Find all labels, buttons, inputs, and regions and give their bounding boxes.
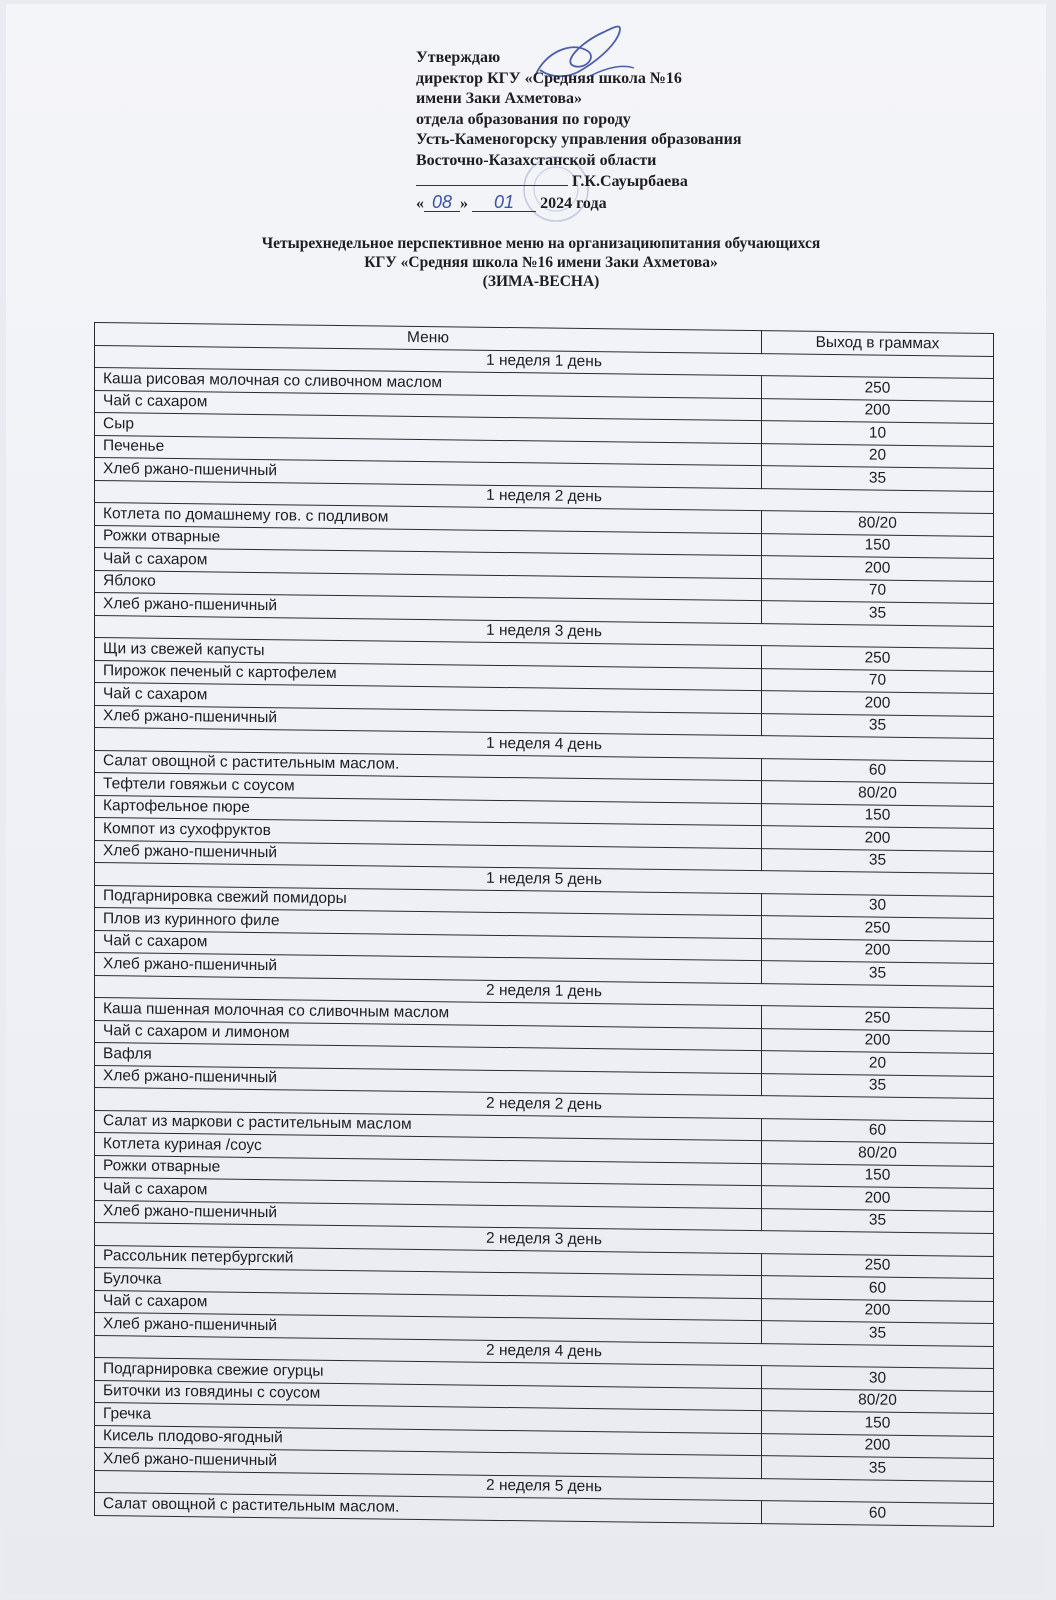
dish-name: Вафля: [95, 1043, 762, 1074]
dish-grams: 35: [762, 713, 994, 738]
dish-name: Рассольник петербургский: [95, 1245, 762, 1276]
dish-grams: 150: [762, 803, 994, 828]
dish-grams: 35: [762, 1208, 994, 1233]
date-day: 08: [424, 193, 460, 212]
dish-grams: 250: [762, 1006, 994, 1031]
dish-name: Хлеб ржано-пшеничный: [95, 840, 762, 871]
day-label: 2 неделя 1 день: [95, 975, 994, 1008]
day-label: 1 неделя 5 день: [95, 863, 994, 896]
dish-name: Салат из маркови с растительным маслом: [95, 1110, 762, 1141]
signatory-name: Г.К.Сауырбаева: [572, 173, 688, 190]
dish-name: Яблоко: [95, 570, 762, 601]
day-label: 2 неделя 3 день: [95, 1223, 994, 1256]
dish-name: Рожки отварные: [95, 1155, 762, 1186]
dish-name: Картофельное пюре: [95, 795, 762, 826]
dish-name: Рожки отварные: [95, 525, 762, 556]
dish-name: Котлета по домашнему гов. с подливом: [95, 503, 762, 534]
dish-grams: 60: [762, 758, 994, 783]
dish-grams: 80/20: [762, 511, 994, 536]
dish-name: Котлета куриная /соус: [95, 1133, 762, 1164]
dish-grams: 35: [762, 601, 994, 626]
dish-grams: 20: [762, 443, 994, 468]
dish-name: Хлеб ржано-пшеничный: [95, 1065, 762, 1096]
dish-name: Хлеб ржано-пшеничный: [95, 593, 762, 624]
approval-line: директор КГУ «Средняя школа №16: [416, 69, 682, 87]
dish-name: Хлеб ржано-пшеничный: [95, 1200, 762, 1231]
dish-name: Хлеб ржано-пшеничный: [95, 1448, 762, 1479]
header-menu: Меню: [95, 323, 762, 354]
dish-name: Тефтели говяжьи с соусом: [95, 773, 762, 804]
day-label: 1 неделя 1 день: [95, 345, 994, 378]
signatory-line: [416, 171, 742, 193]
dish-grams: 200: [762, 938, 994, 963]
dish-name: Кисель плодово-ягодный: [95, 1425, 762, 1456]
approval-block: [416, 48, 742, 214]
dish-name: Щи из свежей капусты: [95, 638, 762, 669]
dish-name: Плов из куринного филе: [95, 908, 762, 939]
dish-grams: 250: [762, 916, 994, 941]
dish-name: Салат овощной с растительным маслом.: [95, 1493, 762, 1524]
document-title: [96, 234, 986, 291]
dish-grams: 70: [762, 578, 994, 603]
dish-grams: 35: [762, 1456, 994, 1481]
dish-grams: 200: [762, 1433, 994, 1458]
dish-name: Булочка: [95, 1268, 762, 1299]
dish-name: Подгарнировка свежие огурцы: [95, 1358, 762, 1389]
dish-grams: 35: [762, 1321, 994, 1346]
dish-grams: 70: [762, 668, 994, 693]
dish-grams: 35: [762, 466, 994, 491]
approval-line: Утверждаю: [416, 49, 501, 66]
day-label: 1 неделя 2 день: [95, 480, 994, 513]
dish-grams: 150: [762, 1411, 994, 1436]
dish-grams: 35: [762, 1073, 994, 1098]
dish-grams: 35: [762, 848, 994, 873]
dish-name: Хлеб ржано-пшеничный: [95, 705, 762, 736]
header-output: Выход в граммах: [762, 331, 994, 356]
dish-name: Чай с сахаром: [95, 1290, 762, 1321]
approval-line: имени Заки Ахметова»: [416, 90, 582, 107]
dish-name: Подгарнировка свежий помидоры: [95, 885, 762, 916]
dish-grams: 80/20: [762, 1388, 994, 1413]
day-label: 1 неделя 3 день: [95, 615, 994, 648]
dish-grams: 30: [762, 893, 994, 918]
day-label: 2 неделя 5 день: [95, 1470, 994, 1503]
dish-name: Чай с сахаром: [95, 930, 762, 961]
dish-grams: 250: [762, 646, 994, 671]
dish-name: Гречка: [95, 1403, 762, 1434]
dish-name: Биточки из говядины с соусом: [95, 1380, 762, 1411]
dish-grams: 60: [762, 1118, 994, 1143]
dish-grams: 200: [762, 691, 994, 716]
dish-grams: 35: [762, 961, 994, 986]
signature-blank: [416, 171, 568, 186]
dish-name: Хлеб ржано-пшеничный: [95, 458, 762, 489]
dish-grams: 10: [762, 421, 994, 446]
dish-grams: 150: [762, 1163, 994, 1188]
menu-table-body: [95, 345, 994, 1526]
dish-grams: 200: [762, 398, 994, 423]
approval-line: отдела образования по городу: [416, 110, 631, 128]
dish-name: Хлеб ржано-пшеничный: [95, 953, 762, 984]
date-year: 2024 года: [540, 194, 607, 212]
approval-date: « 08 » 01 2024 года: [416, 191, 607, 212]
dish-grams: 80/20: [762, 1141, 994, 1166]
dish-grams: 250: [762, 1253, 994, 1278]
dish-name: Чай с сахаром: [95, 390, 762, 421]
dish-grams: 200: [762, 1028, 994, 1053]
dish-name: Чай с сахаром: [95, 1178, 762, 1209]
dish-grams: 250: [762, 376, 994, 401]
approval-line: Усть-Каменогорску управления образования: [416, 131, 742, 148]
dish-grams: 60: [762, 1501, 994, 1526]
approval-line: Восточно-Казахстанской области: [416, 151, 657, 169]
date-month: 01: [472, 193, 536, 212]
document-page: [6, 4, 1046, 1594]
dish-grams: 200: [762, 1186, 994, 1211]
dish-grams: 200: [762, 1298, 994, 1323]
dish-name: Компот из сухофруктов: [95, 818, 762, 849]
dish-name: Хлеб ржано-пшеничный: [95, 1313, 762, 1344]
dish-name: Чай с сахаром: [95, 683, 762, 714]
menu-table: [94, 322, 994, 1526]
day-label: 1 неделя 4 день: [95, 728, 994, 761]
dish-name: Сыр: [95, 413, 762, 444]
day-label: 2 неделя 2 день: [95, 1088, 994, 1121]
dish-name: Пирожок печеный с картофелем: [95, 660, 762, 691]
dish-grams: 200: [762, 556, 994, 581]
dish-name: Печенье: [95, 435, 762, 466]
dish-grams: 30: [762, 1366, 994, 1391]
title-line-2: КГУ «Средняя школа №16 имени Заки Ахметова»: [364, 254, 718, 271]
dish-name: Чай с сахаром: [95, 548, 762, 579]
dish-name: Каша пшенная молочная со сливочным маслом: [95, 998, 762, 1029]
dish-name: Салат овощной с растительным маслом.: [95, 750, 762, 781]
dish-grams: 150: [762, 533, 994, 558]
day-label: 2 неделя 4 день: [95, 1335, 994, 1368]
dish-grams: 80/20: [762, 781, 994, 806]
dish-grams: 60: [762, 1276, 994, 1301]
dish-name: Чай с сахаром и лимоном: [95, 1020, 762, 1051]
title-line-1: Четырехнедельное перспективное меню на организациюпитания обучающихся: [261, 235, 821, 252]
title-line-3: (ЗИМА-ВЕСНА): [482, 273, 600, 290]
dish-grams: 20: [762, 1051, 994, 1076]
dish-grams: 200: [762, 826, 994, 851]
dish-name: Каша рисовая молочная со сливочном маслом: [95, 368, 762, 399]
